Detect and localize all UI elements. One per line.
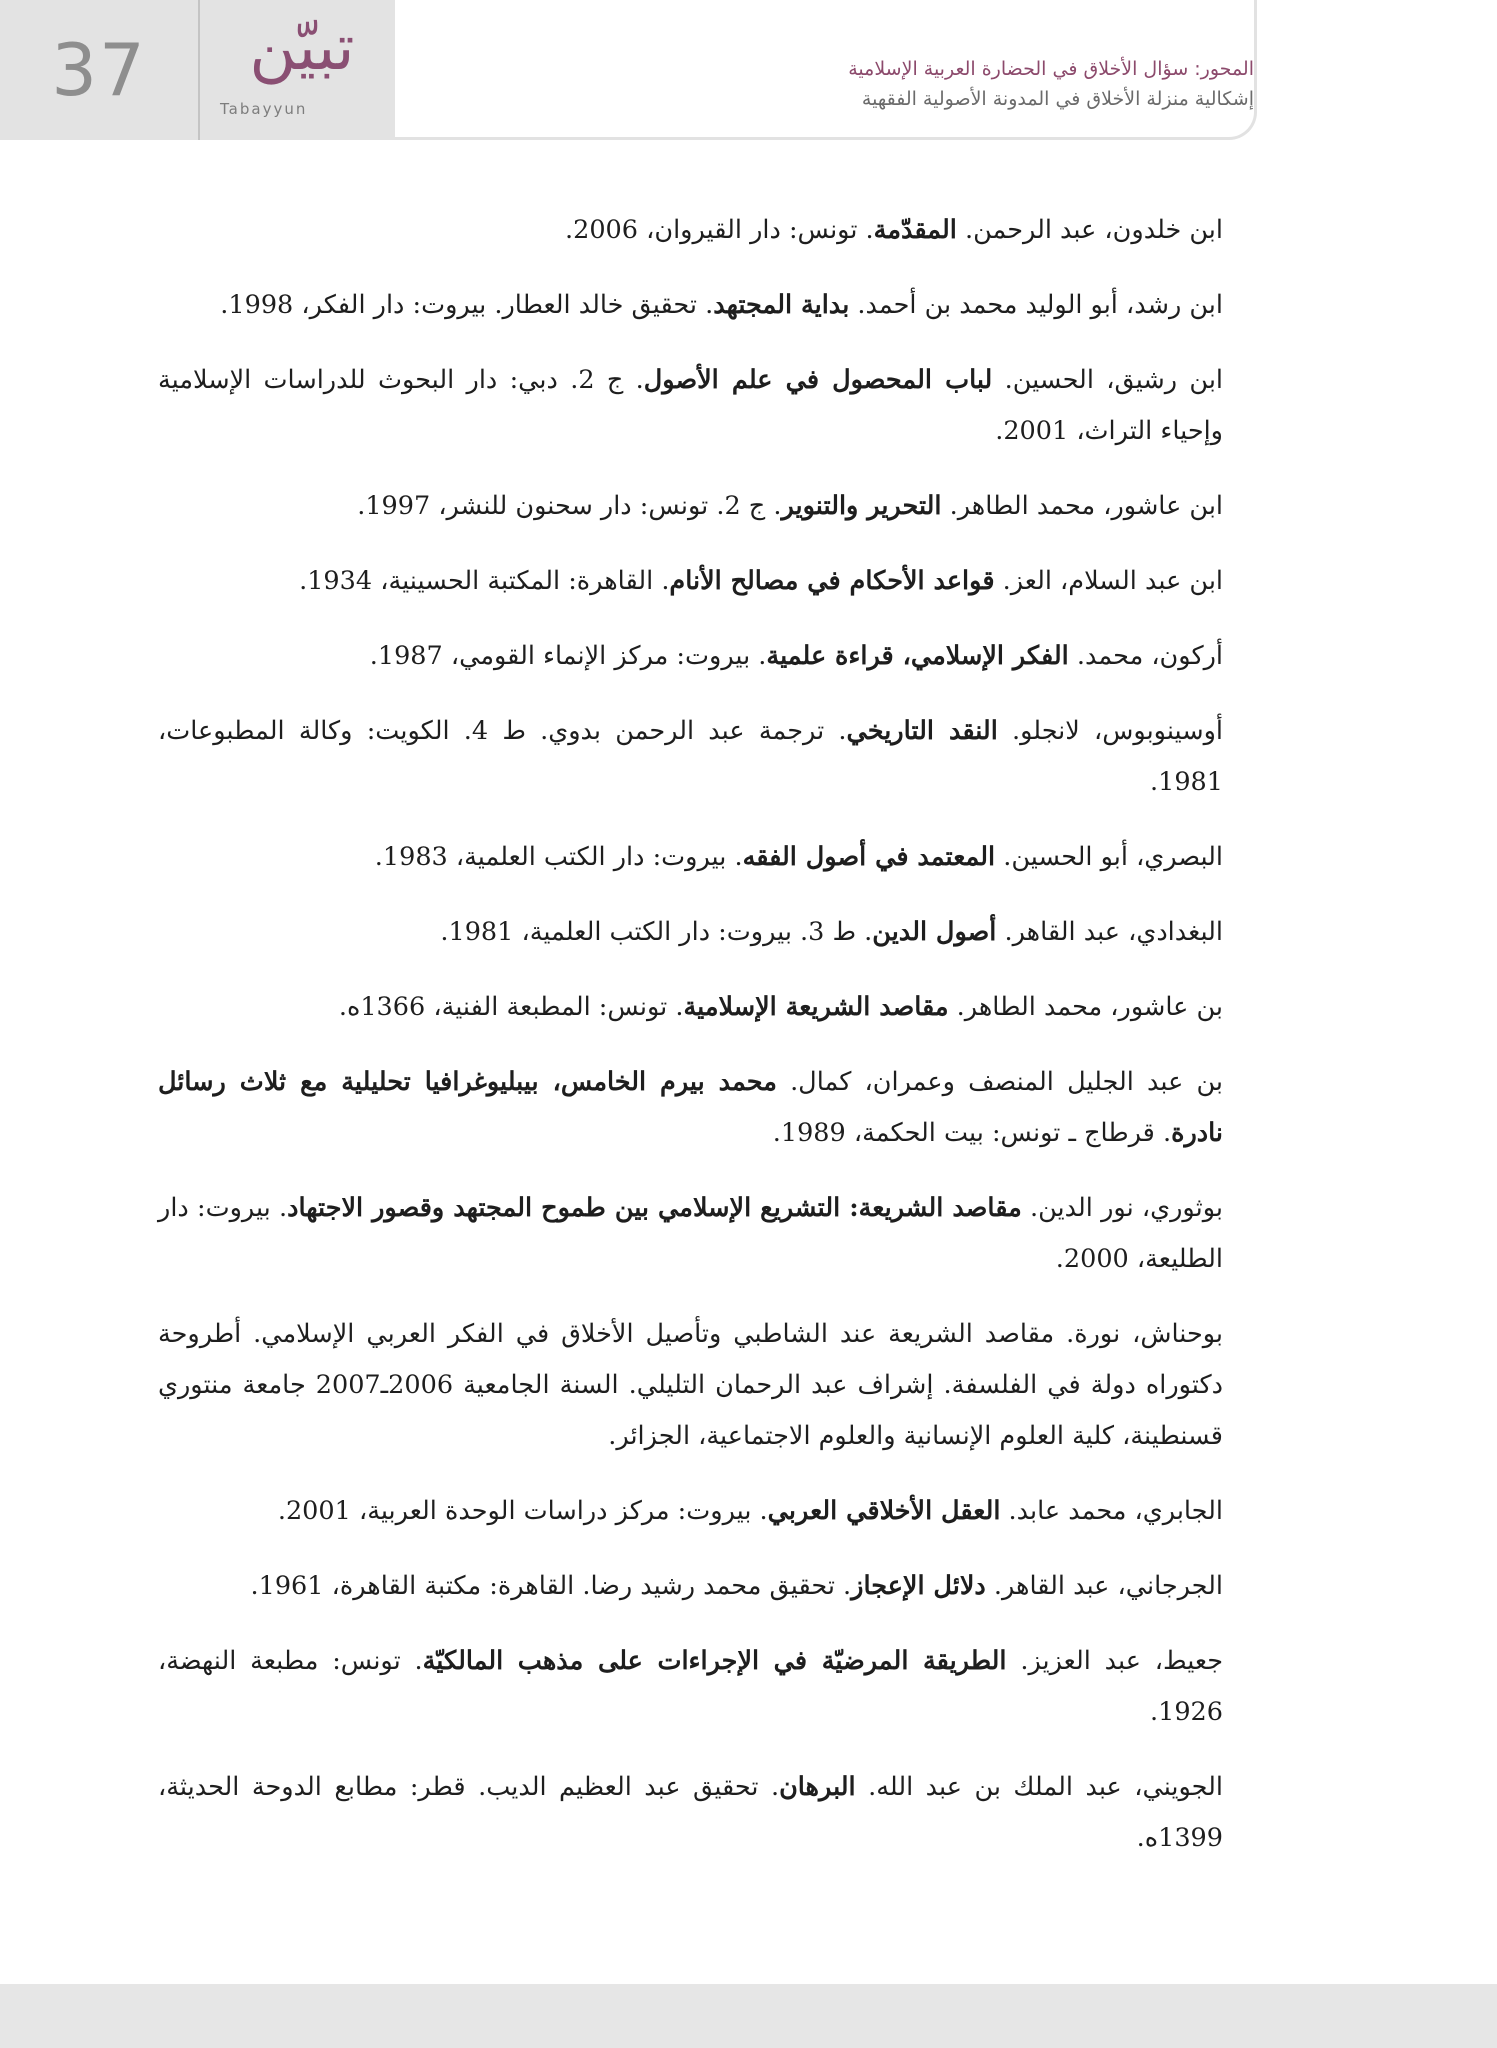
tabayyun-logo (212, 10, 392, 132)
header-left-panel (0, 0, 395, 140)
reference-entry: ابن خلدون، عبد الرحمن. المقدّمة. تونس: دار القيروان، 2006. (565, 215, 1223, 245)
footer-band (0, 1984, 1497, 2048)
header-right-panel (395, 0, 1257, 140)
logo-arabic-text: تبيّن (249, 11, 355, 85)
reference-entry: أركون، محمد. الفكر الإسلامي، قراءة علمية. بيروت: مركز الإنماء القومي، 1987. (369, 641, 1223, 671)
reference-entry: ابن عبد السلام، العز. قواعد الأحكام في مصالح الأنام. القاهرة: المكتبة الحسينية، 1934. (299, 566, 1223, 596)
header-divider (198, 0, 200, 140)
reference-entry: أوسينوبوس، لانجلو. النقد التاريخي. ترجمة عبد الرحمن بدوي. ط 4. الكويت: وكالة المطبوعات، 1981. (158, 716, 1224, 797)
header-subtitle: إشكالية منزلة الأخلاق في المدونة الأصولية الفقهية (861, 88, 1254, 110)
reference-entry: الجويني، عبد الملك بن عبد الله. البرهان. تحقيق عبد العظيم الديب. قطر: مطابع الدوحة الحديثة، 1399ه. (158, 1772, 1223, 1853)
reference-entry: ابن رشد، أبو الوليد محمد بن أحمد. بداية المجتهد. تحقيق خالد العطار. بيروت: دار الفكر، 1998. (220, 290, 1223, 320)
reference-entry: بن عاشور، محمد الطاهر. مقاصد الشريعة الإسلامية. تونس: المطبعة الفنية، 1366ه. (338, 992, 1223, 1022)
reference-entry: البصري، أبو الحسين. المعتمد في أصول الفقه. بيروت: دار الكتب العلمية، 1983. (374, 842, 1223, 872)
reference-entry: بن عبد الجليل المنصف وعمران، كمال. محمد بيرم الخامس، بيبليوغرافيا تحليلية مع ثلاث رسائل نادرة. قرطاج ـ تونس: بيت الحكمة، 1989. (158, 1067, 1224, 1148)
page-number: 37 (51, 28, 147, 112)
reference-entry: الجرجاني، عبد القاهر. دلائل الإعجاز. تحقيق محمد رشيد رضا. القاهرة: مكتبة القاهرة، 1961. (250, 1571, 1223, 1601)
running-header (424, 54, 1254, 114)
reference-entry: بوثوري، نور الدين. مقاصد الشريعة: التشريع الإسلامي بين طموح المجتهد وقصور الاجتهاد. بيروت: دار الطليعة، 2000. (158, 1193, 1223, 1274)
reference-entry: ابن عاشور، محمد الطاهر. التحرير والتنوير. ج 2. تونس: دار سحنون للنشر، 1997. (357, 491, 1223, 521)
header-axis-title: المحور: سؤال الأخلاق في الحضارة العربية الإسلامية (848, 58, 1254, 80)
bibliography-list (158, 205, 1223, 1888)
reference-entry: البغدادي، عبد القاهر. أصول الدين. ط 3. بيروت: دار الكتب العلمية، 1981. (440, 917, 1223, 947)
reference-entry: بوحناش، نورة. مقاصد الشريعة عند الشاطبي وتأصيل الأخلاق في الفكر العربي الإسلامي. أطروحة دكتوراه دولة في الفلسفة. إشراف عبد الرحمان التليلي. السنة الجامعية 2006ـ2007 جامعة منتوري قسنطينة، كلية العلوم الإنسانية والعلوم الاجتماعية، الجزائر. (158, 1319, 1223, 1451)
reference-entry: جعيط، عبد العزيز. الطريقة المرضيّة في الإجراءات على مذهب المالكيّة. تونس: مطبعة النهضة، 1926. (158, 1646, 1223, 1727)
logo-latin-text: Tabayyun (220, 100, 308, 118)
reference-entry: الجابري، محمد عابد. العقل الأخلاقي العربي. بيروت: مركز دراسات الوحدة العربية، 2001. (277, 1496, 1223, 1526)
reference-entry: ابن رشيق، الحسين. لباب المحصول في علم الأصول. ج 2. دبي: دار البحوث للدراسات الإسلامية وإحياء التراث، 2001. (158, 365, 1224, 446)
